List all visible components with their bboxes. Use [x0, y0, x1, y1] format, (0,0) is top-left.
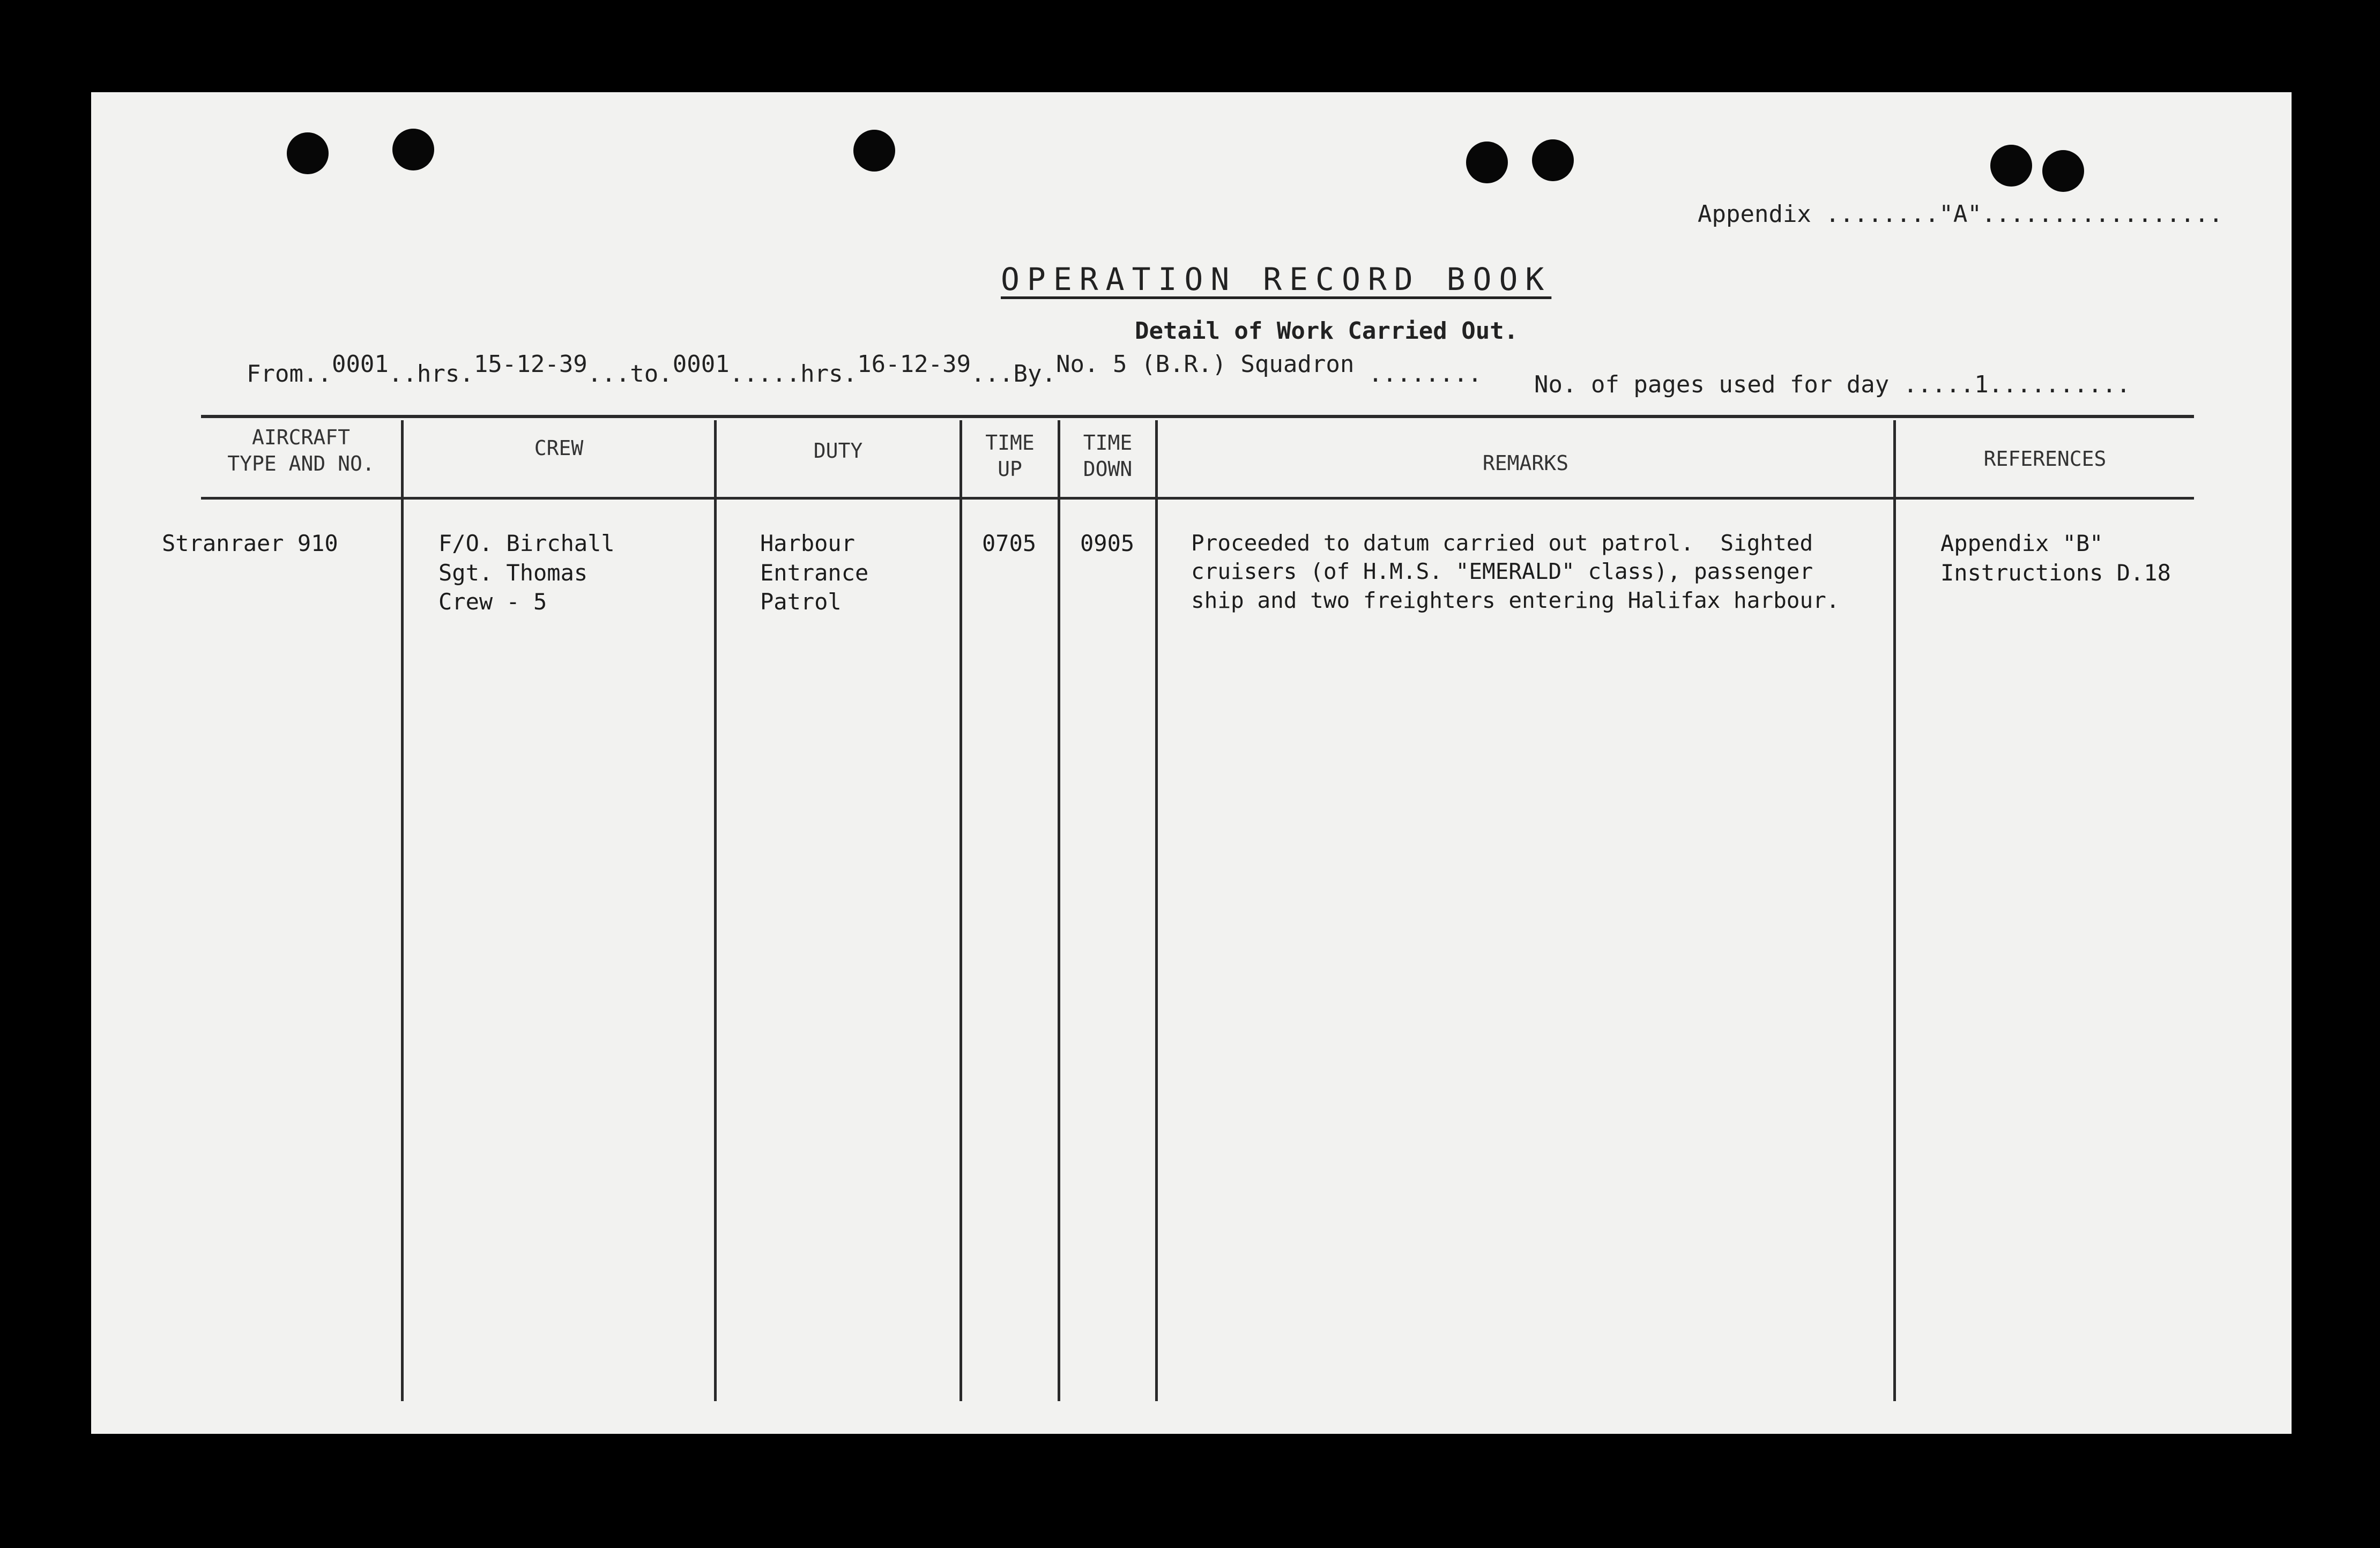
from-date: 15-12-39 [473, 351, 587, 378]
aircraft-cell: Stranraer 910 [162, 530, 338, 556]
period-line [247, 351, 1482, 388]
from-time: 0001 [331, 351, 389, 378]
record-sheet [91, 92, 2292, 1434]
unit-dots: ........ [1354, 360, 1482, 388]
punch-hole [1990, 145, 2032, 187]
hrs-label: .....hrs. [729, 360, 858, 388]
page-subtitle: Detail of Work Carried Out. [1135, 317, 1519, 345]
column-header-time-down: TIME DOWN [1083, 431, 1133, 481]
column-header-crew: CREW [534, 436, 584, 460]
unit-name: No. 5 (B.R.) Squadron [1056, 351, 1355, 378]
column-divider [1155, 420, 1158, 1401]
hrs-label: ..hrs. [388, 360, 474, 388]
remarks-cell: Proceeded to datum carried out patrol. Sighted cruisers (of H.M.S. "EMERALD" class), passenger ship and two freighters entering Halifax harbour. [1191, 530, 1840, 613]
time-up-cell: 0705 [982, 530, 1037, 556]
column-header-references: REFERENCES [1983, 447, 2107, 471]
punch-hole [2042, 150, 2084, 192]
from-label: From.. [247, 360, 332, 388]
punch-hole [287, 132, 329, 174]
column-divider [1893, 420, 1896, 1401]
time-down-cell: 0905 [1080, 530, 1135, 556]
punch-hole [853, 130, 895, 172]
column-header-aircraft: AIRCRAFT TYPE AND NO. [227, 426, 375, 476]
to-time: 0001 [672, 351, 730, 378]
page-title: OPERATION RECORD BOOK [1001, 261, 1552, 297]
column-header-duty: DUTY [813, 439, 863, 463]
duty-cell: Harbour Entrance Patrol [760, 530, 869, 615]
to-label: ...to. [587, 360, 673, 388]
punch-hole [1532, 139, 1574, 181]
column-header-remarks: REMARKS [1482, 451, 1569, 475]
column-header-time-up: TIME UP [985, 431, 1035, 481]
punch-hole [1466, 142, 1508, 183]
crew-cell: F/O. Birchall Sgt. Thomas Crew - 5 [438, 530, 615, 615]
references-cell: Appendix "B" Instructions D.18 [1940, 530, 2171, 586]
punch-hole [392, 129, 434, 170]
pages-used: No. of pages used for day .....1.......... [1534, 371, 2131, 398]
table-top-rule [201, 415, 2194, 418]
column-divider [401, 420, 404, 1401]
column-divider [714, 420, 717, 1401]
to-date: 16-12-39 [857, 351, 971, 378]
by-label: ...By. [971, 360, 1057, 388]
column-divider [1058, 420, 1060, 1401]
appendix-label: Appendix ........"A"................. [1698, 200, 2223, 228]
column-divider [960, 420, 962, 1401]
